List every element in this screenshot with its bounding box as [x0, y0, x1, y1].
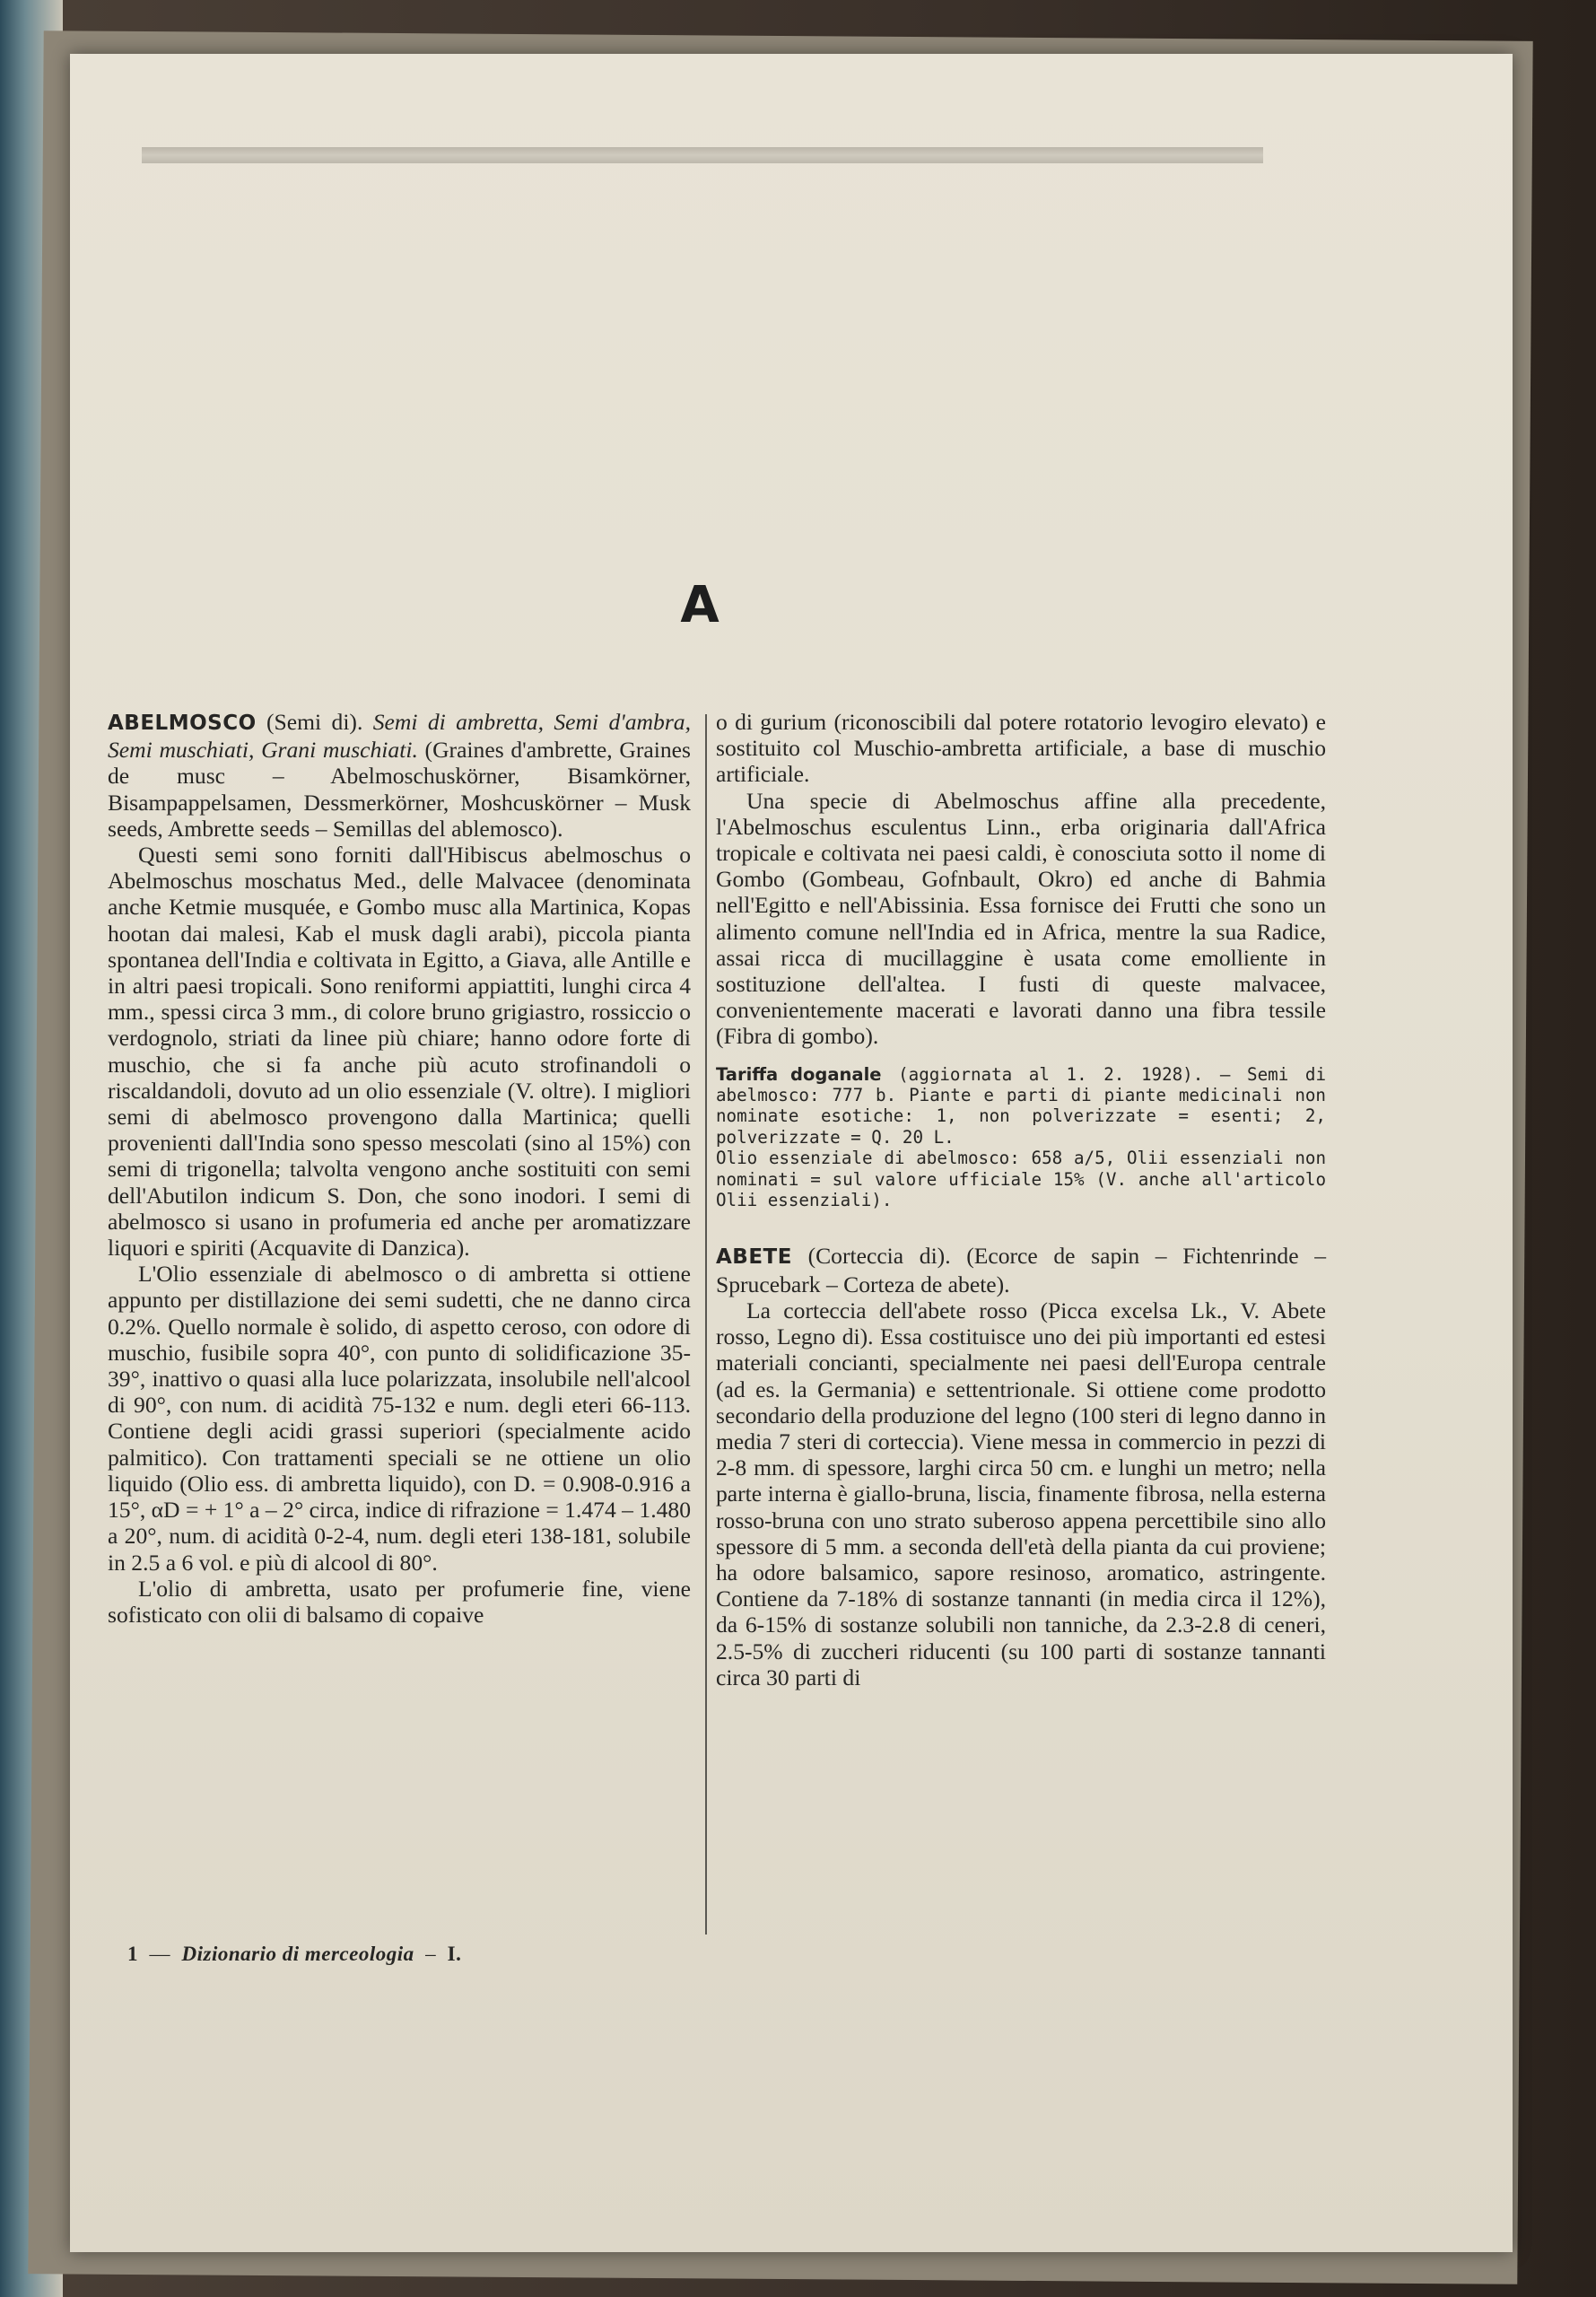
tariff-text-oil: Olio essenziale di abelmosco: 658 a/5, Olii essenziali non nominati = sul valore ufficiale 15% (V. anche all'articolo Olii essenziali).: [716, 1148, 1326, 1211]
left-column: [108, 709, 691, 1628]
abelmosco-entry-head: [108, 709, 691, 842]
page-footer: 1 — Dizionario di merceologia – I.: [127, 1943, 462, 1965]
headword-abete: ABETE: [716, 1245, 792, 1270]
right-column: [716, 709, 1326, 1690]
footer-title: Dizionario di merceologia: [181, 1943, 414, 1965]
section-letter: A: [680, 576, 720, 634]
tariff-text: (aggiornata al 1. 2. 1928). – Semi di abelmosco: 777 b. Piante e parti di piante medicinali non nominate esotiche: 1, non polverizzate = esenti; 2, polverizzate = Q. 20 L.: [716, 1063, 1326, 1148]
header-rule: [142, 147, 1263, 163]
abelmosco-paragraph-1: Questi semi sono forniti dall'Hibiscus abelmoschus o Abelmoschus moschatus Med., delle Malvacee (denominata anche Ketmie musquée, e Gombo musc alla Martinica, Kopas hootan dai malesi, Kab el musk dagli arabi), piccola pianta spontanea dell'India e coltivata in Egitto, a Giava, alle Antille e in altri paesi tropicali. Sono reniformi appiattiti, lunghi circa 4 mm., spessi circa 3 mm., di colore bruno grigiastro, rossiccio o verdognolo, striati da linee più chiare; hanno odore forte di muschio, che si fa anche più acuto strofinandoli o riscaldandoli, dovuto ad un olio essenziale (V. oltre). I migliori semi di abelmosco provengono dalla Martinica; quelli provenienti dall'India sono spesso mescolati (sino al 15%) con semi di trigonella; talvolta vengono anche sostituiti con semi dell'Abutilon indicum S. Don, che sono inodori. I semi di abelmosco si usano in profumeria ed anche per aromatizzare liquori e spiriti (Acquavite di Danzica).: [108, 842, 691, 1262]
abelmosco-paragraph-3-continued: o di gurium (riconoscibili dal potere rotatorio levogiro elevato) e sostituito col Muschio-ambretta artificiale, a base di muschio artificiale.: [716, 709, 1326, 788]
abete-intro: (Corteccia di). (Ecorce de sapin – Fichtenrinde – Sprucebark – Corteza de abete).: [716, 1243, 1326, 1297]
entry-gap: [716, 1210, 1326, 1243]
column-divider: [705, 714, 707, 1935]
abete-paragraph-1: La corteccia dell'abete rosso (Picca excelsa Lk., V. Abete rosso, Legno di). Essa costituisce uno dei più importanti ed estesi materiali concianti, specialmente nei paesi dell'Europa centrale (ad es. la Germania) e settentrionale. Si ottiene come prodotto secondario della produzione del legno (100 steri di legno danno in media 7 steri di corteccia). Viene messa in commercio in pezzi di 2-8 mm. di spessore, larghi circa 50 cm. e lunghi un metro; nella parte interna è giallo-bruna, liscia, finamente fibrosa, nella esterna rosso-bruna con uno strato suberoso appena percettibile sino allo spessore di 5 mm. a seconda dell'età della pianta da cui proviene; ha odore balsamico, sapore resinoso, aromatico, astringente. Contiene da 7-18% di sostanze tannanti (in media circa il 12%), da 6-15% di sostanze solubili non tanniche, da 2.3-2.8 di ceneri, 2.5-5% di zuccheri riducenti (su 100 parti di sostanze tannanti circa 30 parti di: [716, 1297, 1326, 1690]
tariff-note: [716, 1064, 1326, 1211]
footer-volume: I.: [447, 1943, 462, 1965]
abelmosco-foreign-names: (Graines d'ambrette, Graines de musc – Abelmoschuskörner, Bisamkörner, Bisampappelsamen, Dessmerkörner, Moshcuskörner – Musk seeds, Ambrette seeds – Semillas del ablemosco).: [108, 737, 691, 842]
tariff-heading: Tariffa doganale: [716, 1063, 882, 1085]
abelmosco-paragraph-2: L'Olio essenziale di abelmosco o di ambretta si ottiene appunto per distillazione dei semi sudetti, che ne danno circa 0.2%. Quello normale è solido, di aspetto ceroso, con odore di muschio, fusibile sopra 40°, con punto di solidificazione 35-39°, inattivo o quasi alla luce polarizzata, insolubile nell'alcool di 90°, con num. di acidità 75-132 e num. degli eteri 66-113. Contiene degli acidi grassi superiori (specialmente acido palmitico). Con trattamenti speciali se ne ottiene un olio liquido (Olio ess. di ambretta liquido), con D. = 0.908-0.916 a 15°, αD = + 1° a – 2° circa, indice di rifrazione = 1.474 – 1.480 a 20°, num. di acidità 0-2-4, num. degli eteri 138-181, solubile in 2.5 a 6 vol. e più di alcool di 80°.: [108, 1261, 691, 1576]
abete-entry-head: [716, 1243, 1326, 1297]
abelmosco-synonyms: Semi di ambretta, Semi d'ambra, Semi muschiati, Grani muschiati.: [108, 709, 691, 764]
abelmosco-paragraph-3: L'olio di ambretta, usato per profumerie fine, viene sofisticato con olii di balsamo di copaive: [108, 1575, 691, 1628]
headword-abelmosco: ABELMOSCO: [108, 712, 257, 735]
book-page: [70, 54, 1513, 2252]
abelmosco-intro: (Semi di).: [266, 709, 363, 735]
abelmosco-paragraph-4: Una specie di Abelmoschus affine alla precedente, l'Abelmoschus esculentus Linn., erba originaria dall'Africa tropicale e coltivata nei paesi caldi, è conosciuta sotto il nome di Gombo (Gombeau, Gofnbault, Okro) ed anche di Bahmia nell'Egitto e nell'Abissinia. Essa fornisce dei Frutti che sono un alimento comune nell'India ed in Africa, mentre la sua Radice, assai ricca di mucillaggine è usata come emolliente in sostituzione dell'altea. I fusti di queste malvacee, convenientemente macerati e lavorati danno una fibra tessile (Fibra di gombo).: [716, 787, 1326, 1050]
footer-number: 1: [127, 1943, 138, 1965]
